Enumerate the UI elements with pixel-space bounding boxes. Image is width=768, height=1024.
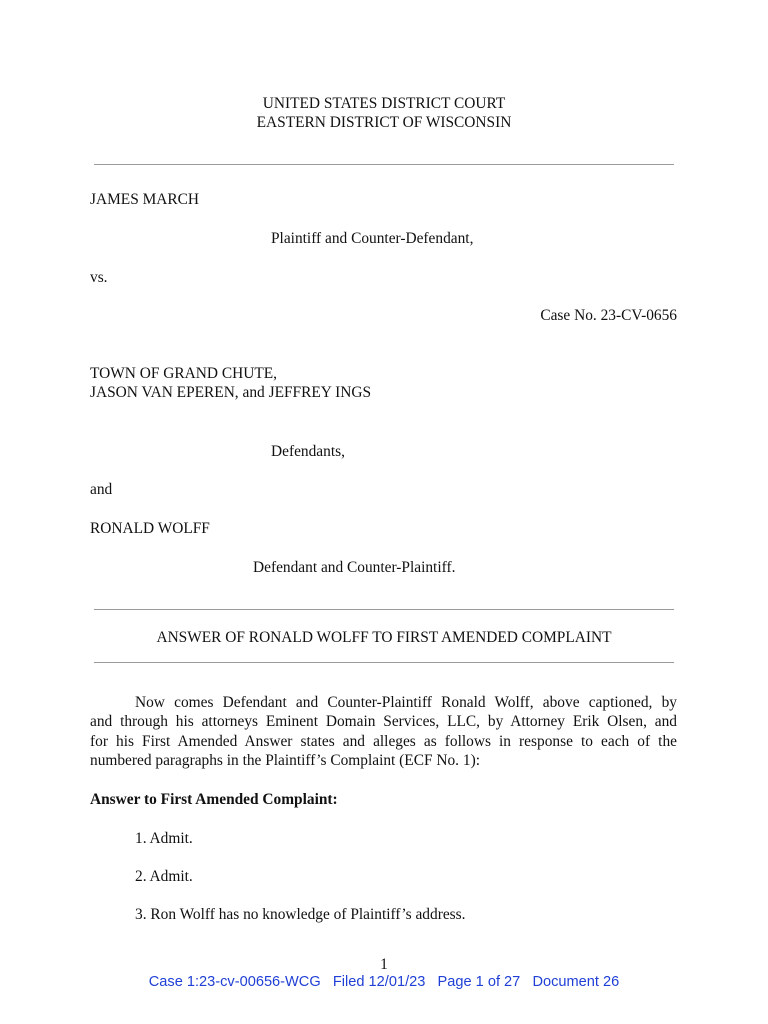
court-name: UNITED STATES DISTRICT COURT [262,95,506,112]
answer-item: 1. Admit. [135,830,193,847]
court-district: EASTERN DISTRICT OF WISCONSIN [256,114,512,131]
page-number: 1 [380,956,388,973]
divider-title-bottom [94,662,674,663]
intro-line-1: Now comes Defendant and Counter-Plaintiff Ronald Wolff, above captioned, by [135,694,677,711]
versus-label: vs. [90,269,108,286]
intro-paragraph [90,693,677,771]
intro-line-4: numbered paragraphs in the Plaintiff’s Complaint (ECF No. 1): [90,752,480,770]
defendant-wolff-name: RONALD WOLFF [90,520,210,537]
divider-top [94,164,674,165]
intro-line-3: for his First Amended Answer states and alleges as follows in response to each of the [90,732,677,750]
answer-item: 2. Admit. [135,868,193,885]
case-number: Case No. 23-CV-0656 [540,307,677,324]
defendant-wolff-role: Defendant and Counter-Plaintiff. [253,559,456,576]
plaintiff-name: JAMES MARCH [90,191,200,208]
defendants-role: Defendants, [271,443,345,460]
section-heading: Answer to First Amended Complaint: [90,791,338,808]
and-label: and [90,481,113,498]
intro-line-2: and through his attorneys Eminent Domain Services, LLC, by Attorney Erik Olsen, and [90,713,677,731]
divider-title-top [94,609,674,610]
answer-item: 3. Ron Wolff has no knowledge of Plaintiff’s address. [135,906,466,923]
filing-stamp: Case 1:23-cv-00656-WCG Filed 12/01/23 Page 1 of 27 Document 26 [148,974,620,990]
plaintiff-role: Plaintiff and Counter-Defendant, [271,230,474,247]
document-title: ANSWER OF RONALD WOLFF TO FIRST AMENDED COMPLAINT [156,629,612,646]
defendants-line-1: TOWN OF GRAND CHUTE, [90,365,277,382]
defendants-line-2: JASON VAN EPEREN, and JEFFREY INGS [90,384,372,401]
